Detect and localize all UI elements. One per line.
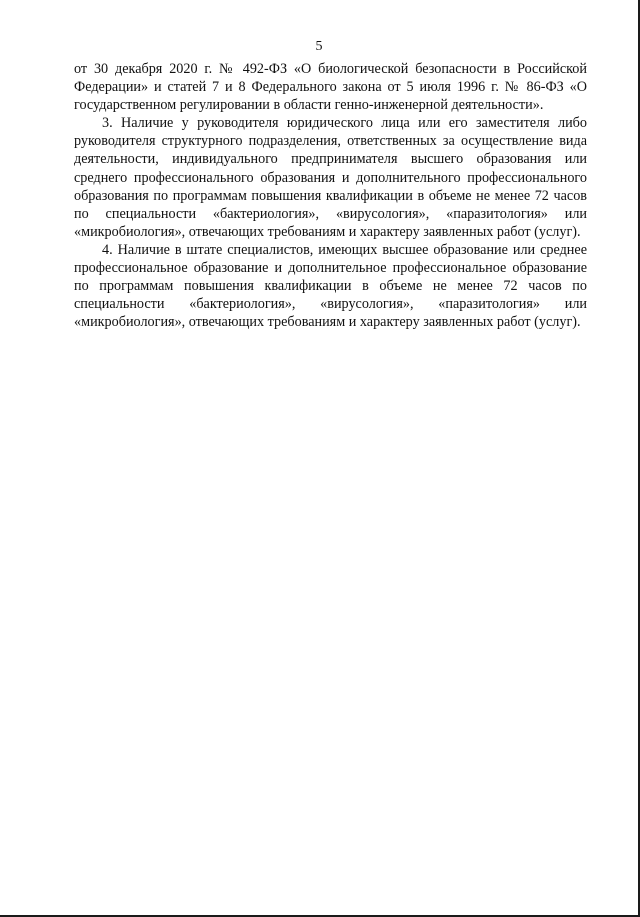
paragraph-item-3: 3. Наличие у руководителя юридического лица или его заместителя либо руководителя структурного подразделения, ответственных за осуществление вида деятельности, индивидуального предпринимателя высшего образования или среднего профессионального образования и дополнительного профессионального образования по программам повышения квалификации в объеме не менее 72 часов по специальности «бактериология», «вирусология», «паразитология» или «микробиология», отвечающих требованиям и характеру заявленных работ (услуг).: [74, 115, 587, 240]
paragraph-item-4: 4. Наличие в штате специалистов, имеющих высшее образование или среднее профессиональное образование и дополнительное профессиональное образование по программам повышения квалификации в объеме не менее 72 часов по специальности «бактериология», «вирусология», «паразитология» или «микробиология», отвечающих требованиям и характеру заявленных работ (услуг).: [74, 241, 587, 331]
paragraph-continuation: от 30 декабря 2020 г. № 492-ФЗ «О биологической безопасности в Российской Федерации» и статей 7 и 8 Федерального закона от 5 июля 1996 г. № 86-ФЗ «О государственном регулировании в области генно-инженерной деятельности».: [74, 61, 587, 114]
document-body: [74, 60, 587, 331]
page-number: 5: [315, 39, 323, 54]
